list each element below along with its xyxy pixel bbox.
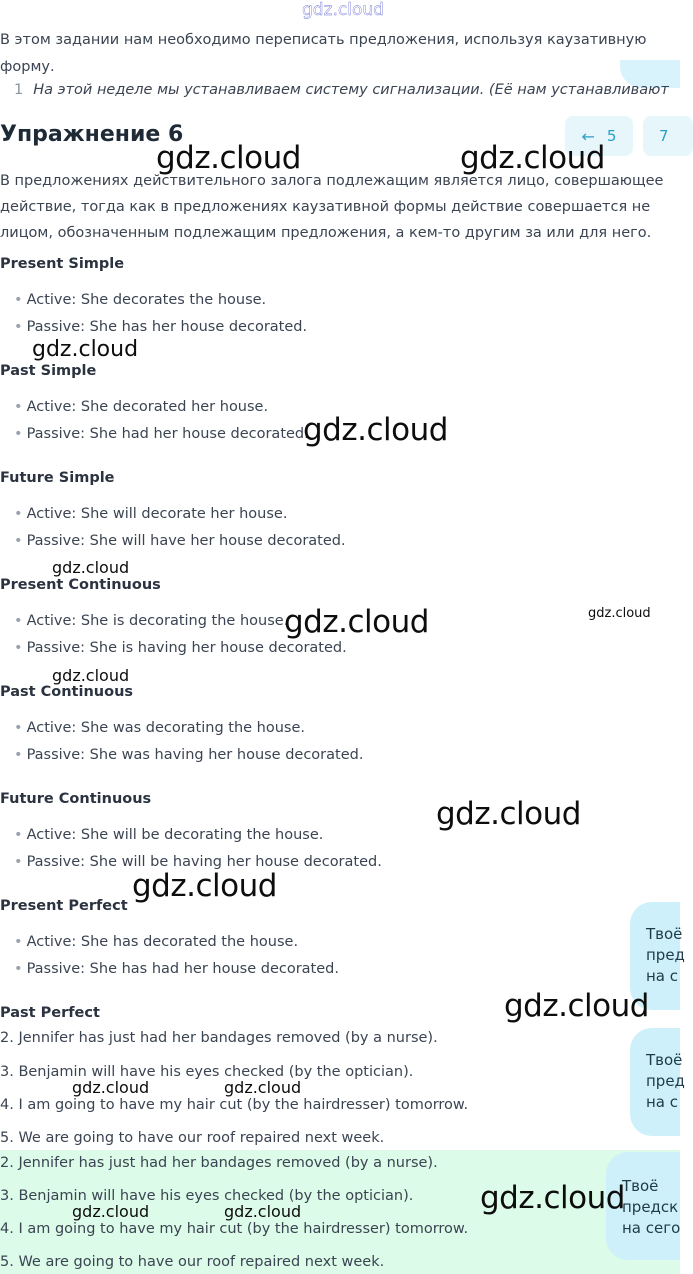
active-example: • Active: She decorates the house. xyxy=(14,292,267,308)
passive-example: • Passive: She had her house decorated. xyxy=(14,426,309,442)
answer-line: 5. We are going to have our roof repaired next week. xyxy=(0,1130,385,1146)
answer-line-highlighted: 3. Benjamin will have his eyes checked (by the optician). xyxy=(0,1188,414,1204)
active-example: • Active: She will decorate her house. xyxy=(14,506,288,522)
watermark: gdz.cloud xyxy=(72,1202,150,1221)
watermark: gdz.cloud xyxy=(588,606,651,621)
watermark: gdz.cloud xyxy=(436,796,581,832)
tense-heading: Past Simple xyxy=(0,363,97,379)
passive-example: • Passive: She has had her house decorated. xyxy=(14,961,339,977)
tense-heading: Future Simple xyxy=(0,470,115,486)
tense-heading: Past Continuous xyxy=(0,684,134,700)
tense-heading: Present Perfect xyxy=(0,898,128,914)
watermark: gdz.cloud xyxy=(132,868,277,904)
chat-bubble[interactable]: Твоё пред на с xyxy=(630,1028,680,1136)
active-example: • Active: She is decorating the house. xyxy=(14,613,289,629)
description-paragraph: В предложениях действительного залога подлежащим является лицо, совершающее действие, тогда как в предложениях каузативной формы действие совершается не лицом, обозначенным подлежащим предложения, а кем-то другим за или для него. xyxy=(0,173,664,241)
answer-line: 4. I am going to have my hair cut (by the hairdresser) tomorrow. xyxy=(0,1097,469,1113)
next-exercise-button[interactable] xyxy=(643,116,693,156)
prev-exercise-label: 5 xyxy=(606,127,617,145)
answer-line-highlighted: 4. I am going to have my hair cut (by the hairdresser) tomorrow. xyxy=(0,1221,469,1237)
chat-bubble[interactable]: Твоё предск на сего xyxy=(606,1152,680,1260)
chat-bubble[interactable]: Твоё пред на с xyxy=(630,902,680,1010)
passive-example: • Passive: She has her house decorated. xyxy=(14,319,308,335)
intro-text: В этом задании нам необходимо переписать предложения, используя каузативную форму. xyxy=(0,32,647,75)
list-number: 1 xyxy=(14,82,24,98)
answer-line-highlighted: 2. Jennifer has just had her bandages removed (by a nurse). xyxy=(0,1155,438,1171)
watermark: gdz.cloud xyxy=(504,988,649,1024)
tense-heading: Past Perfect xyxy=(0,1005,100,1021)
page-title: Упражнение 6 xyxy=(0,122,184,147)
next-exercise-label: 7 xyxy=(659,127,669,145)
passive-example: • Passive: She was having her house decorated. xyxy=(14,747,364,763)
watermark: gdz.cloud xyxy=(303,412,448,448)
answer-line: 3. Benjamin will have his eyes checked (by the optician). xyxy=(0,1064,414,1080)
passive-example: • Passive: She is having her house decorated. xyxy=(14,640,347,656)
active-example: • Active: She decorated her house. xyxy=(14,399,269,415)
answer-line: 2. Jennifer has just had her bandages removed (by a nurse). xyxy=(0,1030,438,1046)
watermark: gdz.cloud xyxy=(224,1078,302,1097)
watermark: gdz.cloud xyxy=(460,140,605,176)
tense-heading: Present Continuous xyxy=(0,577,161,593)
active-example: • Active: She will be decorating the house. xyxy=(14,827,324,843)
site-logo[interactable]: gdz.cloud xyxy=(302,0,384,20)
tense-heading: Future Continuous xyxy=(0,791,152,807)
active-example: • Active: She has decorated the house. xyxy=(14,934,299,950)
answer-line-highlighted: 5. We are going to have our roof repaired next week. xyxy=(0,1254,385,1270)
active-example: • Active: She was decorating the house. xyxy=(14,720,306,736)
cut-list-item xyxy=(0,82,680,104)
watermark: gdz.cloud xyxy=(72,1078,150,1097)
watermark: gdz.cloud xyxy=(480,1180,625,1216)
passive-example: • Passive: She will be having her house decorated. xyxy=(14,854,382,870)
watermark: gdz.cloud xyxy=(224,1202,302,1221)
watermark: gdz.cloud xyxy=(52,558,130,577)
watermark: gdz.cloud xyxy=(52,666,130,685)
tense-heading: Present Simple xyxy=(0,256,125,272)
watermark: gdz.cloud xyxy=(284,604,429,640)
list-item-text: На этой неделе мы устанавливаем систему сигнализации. (Её нам устанавливают xyxy=(33,82,669,98)
watermark: gdz.cloud xyxy=(32,337,139,362)
passive-example: • Passive: She will have her house decorated. xyxy=(14,533,346,549)
watermark: gdz.cloud xyxy=(156,140,301,176)
arrow-left-icon: ← xyxy=(581,126,595,146)
